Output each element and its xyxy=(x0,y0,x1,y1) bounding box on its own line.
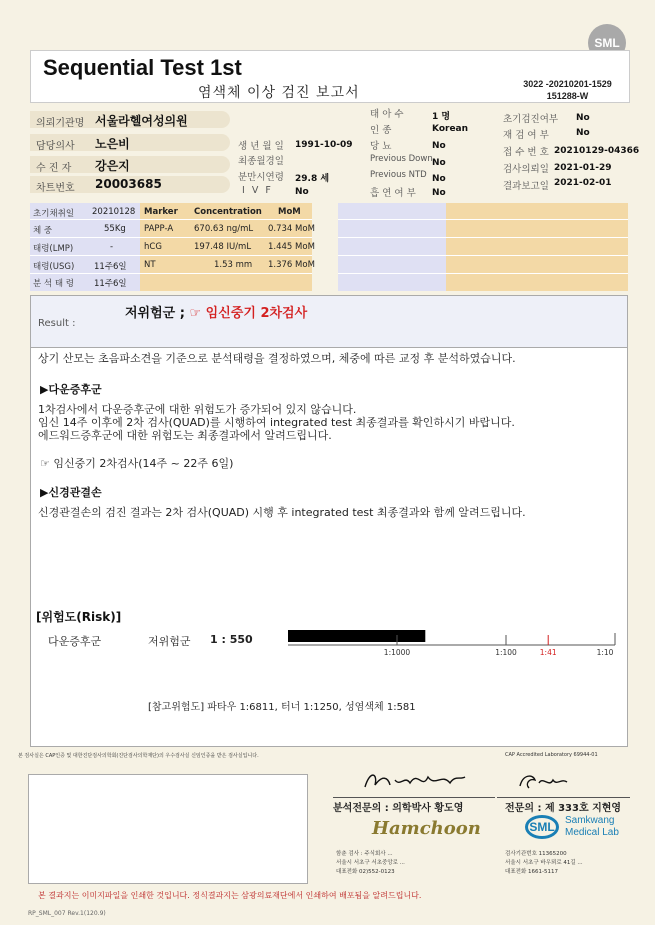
grid-line xyxy=(30,273,312,274)
prev-ntd-label: Previous NTD xyxy=(370,170,427,180)
recheck-label: 재 검 여 부 xyxy=(503,130,549,141)
down-line-1: 1차검사에서 다운증후군에 대한 위험도가 증가되어 있지 않습니다. xyxy=(38,403,357,416)
result-summary-black: 저위험군 ; xyxy=(125,306,185,321)
sml-name-1: Samkwang xyxy=(565,815,615,826)
risk-scale xyxy=(280,625,620,660)
marker-name: hCG xyxy=(144,242,162,252)
grid-line xyxy=(338,237,628,238)
examinee-value: 강은지 xyxy=(95,159,130,173)
risk-title: [위험도(Risk)] xyxy=(36,610,122,624)
grid-line xyxy=(30,237,312,238)
grid-line xyxy=(30,219,312,220)
analyst-name: 분석전문의 : 의학박사 황도영 xyxy=(333,803,464,814)
grid-line xyxy=(338,219,628,220)
smoking-value: No xyxy=(432,188,446,198)
analysis-ga-label: 분 석 태 령 xyxy=(33,279,74,289)
hamchoon-info-line: 대표전화 02)552-0123 xyxy=(336,869,395,875)
ntd-heading: ▶신경관결손 xyxy=(40,486,102,499)
sml-info-line: 검사기관번호 11365200 xyxy=(505,851,567,857)
specialist-signature xyxy=(515,768,575,793)
grid-line xyxy=(338,273,628,274)
document-number xyxy=(510,78,625,102)
result-summary xyxy=(125,302,307,321)
age-label: 분만시연령 xyxy=(238,172,284,183)
mom-header: MoM xyxy=(278,207,301,217)
sml-logo: SML xyxy=(588,24,626,62)
next-test-text: ☞ 임신중기 2차검사(14주 ~ 22주 6일) xyxy=(40,457,234,470)
ga-usg-label: 태령(USG) xyxy=(33,262,75,272)
form-number: RP_SML_007 Rev.1(120.9) xyxy=(28,910,106,917)
institution-value: 서울라헬여성의원 xyxy=(95,114,188,128)
marker-header: Marker xyxy=(144,207,178,217)
doc-no-line2: 151288-W xyxy=(546,91,589,101)
risk-bar xyxy=(288,630,425,642)
ga-lmp-label: 태령(LMP) xyxy=(33,244,74,254)
ivf-label: I V F xyxy=(242,185,273,196)
sml-lab-logo: SML xyxy=(525,815,559,839)
fetus-label: 태 아 수 xyxy=(370,109,404,120)
prev-down-value: No xyxy=(432,158,446,168)
first-screen-value: No xyxy=(576,113,590,123)
first-date-value: 20210128 xyxy=(92,207,136,217)
birth-label: 생 년 월 일 xyxy=(238,141,284,152)
request-date-label: 검사의뢰일 xyxy=(503,164,549,175)
memo-box xyxy=(28,774,308,884)
weight-label: 체 중 xyxy=(33,226,53,236)
examinee-label: 수 진 자 xyxy=(36,163,72,174)
sml-lab-name xyxy=(565,815,619,839)
smoking-label: 흡 연 여 부 xyxy=(370,188,416,199)
doctor-value: 노은비 xyxy=(95,137,130,151)
sml-name-2: Medical Lab xyxy=(565,827,619,838)
marker-name: PAPP-A xyxy=(144,224,174,234)
hamchoon-info xyxy=(336,850,405,877)
down-syndrome-heading: ▶다운증후군 xyxy=(40,383,102,396)
report-date-label: 결과보고일 xyxy=(503,181,549,192)
chart-label: 차트번호 xyxy=(36,183,75,194)
extra-lavender-bg xyxy=(338,203,446,291)
ntd-text: 신경관결손의 검진 결과는 2차 검사(QUAD) 시행 후 integrated test 최종결과와 함께 알려드립니다. xyxy=(38,506,526,519)
recheck-value: No xyxy=(576,128,590,138)
first-date-label: 초기채취일 xyxy=(33,209,75,219)
cap-accredited: CAP Accredited Laboratory 69944-01 xyxy=(505,752,598,758)
reference-risk: [참고위험도] 파타우 1:6811, 터너 1:1250, 성염색체 1:581 xyxy=(148,702,416,713)
extra-beige-bg xyxy=(446,203,628,291)
birth-value: 1991-10-09 xyxy=(295,140,353,150)
doc-no-line1: 3022 -20210201-1529 xyxy=(523,79,612,89)
diabetes-value: No xyxy=(432,141,446,151)
prev-ntd-value: No xyxy=(432,174,446,184)
analysis-ga-value: 11주6일 xyxy=(94,279,127,289)
fetus-value: 1 명 xyxy=(432,112,451,122)
sml-info xyxy=(505,850,583,877)
receipt-value: 20210129-04366 xyxy=(554,146,640,156)
chart-value: 20003685 xyxy=(95,177,162,191)
doctor-label: 담당의사 xyxy=(36,141,75,152)
ga-lmp-value: - xyxy=(110,242,114,252)
specialist-name: 전문의 : 제 333호 지현영 xyxy=(505,803,622,814)
grid-line xyxy=(30,255,312,256)
ivf-value: No xyxy=(295,187,309,197)
receipt-label: 접 수 번 호 xyxy=(503,147,549,158)
risk-group: 저위험군 xyxy=(148,635,191,648)
marker-conc: 670.63 ng/mL xyxy=(194,224,254,234)
race-label: 인 종 xyxy=(370,125,392,136)
marker-mom: 0.734 MoM xyxy=(268,224,315,234)
risk-ratio: 1 : 550 xyxy=(210,633,253,646)
marker-conc: 197.48 IU/mL xyxy=(194,242,252,252)
report-title: Sequential Test 1st xyxy=(43,55,242,80)
risk-tick-label: 1:41 xyxy=(539,648,557,657)
analyst-signature xyxy=(360,765,470,795)
result-label: Result : xyxy=(38,318,76,329)
sml-info-line: 서울시 서초구 바우뫼로 41길 ... xyxy=(505,860,583,866)
marker-mom: 1.376 MoM xyxy=(268,260,315,270)
risk-condition: 다운증후군 xyxy=(48,635,102,648)
report-subtitle: 염색체 이상 검진 보고서 xyxy=(198,85,360,101)
result-header xyxy=(30,295,628,348)
ga-usg-value: 11주6일 xyxy=(94,262,127,272)
institution-label: 의뢰기관명 xyxy=(36,118,85,129)
sml-info-line: 대표전화 1661-5117 xyxy=(505,869,558,875)
risk-tick-label: 1:1000 xyxy=(383,648,411,657)
marker-mom: 1.445 MoM xyxy=(268,242,315,252)
hamchoon-logo: Hamchoon xyxy=(372,818,481,839)
prev-down-label: Previous Down xyxy=(370,154,433,164)
report-date-value: 2021-02-01 xyxy=(554,178,612,188)
analyst-divider xyxy=(333,797,495,798)
lmp-label: 최종월경일 xyxy=(238,156,284,167)
age-value: 29.8 세 xyxy=(295,174,330,184)
grid-line xyxy=(338,255,628,256)
marker-name: NT xyxy=(144,260,156,270)
intro-text: 상기 산모는 초음파소견을 기준으로 분석태령을 결정하였으며, 체중에 따른 교정 후 분석하였습니다. xyxy=(38,352,516,365)
marker-conc: 1.53 mm xyxy=(214,260,253,270)
down-line-3: 에드워드증후군에 대한 위험도는 최종결과에서 알려드립니다. xyxy=(38,429,332,442)
hamchoon-info-line: 함춘 검사 : 주식회사 ... xyxy=(336,851,393,857)
weight-value: 55Kg xyxy=(104,224,126,234)
result-summary-red: ☞ 임신중기 2차검사 xyxy=(189,306,308,321)
request-date-value: 2021-01-29 xyxy=(554,163,612,173)
race-value: Korean xyxy=(432,124,469,134)
risk-tick-label: 1:10 xyxy=(596,648,614,657)
hamchoon-info-line: 서울시 서초구 서초중앙로 ... xyxy=(336,860,405,866)
diabetes-label: 당 뇨 xyxy=(370,141,392,152)
cap-certification: 본 검사실은 CAP인증 및 대한진단검사의학회(진단검사의학재단)의 우수검사실 신임인증을 받은 검사실입니다. xyxy=(18,753,259,759)
concentration-header: Concentration xyxy=(194,207,262,217)
specialist-divider xyxy=(497,797,630,798)
risk-tick-label: 1:100 xyxy=(495,648,517,657)
down-line-2: 임신 14주 이후에 2차 검사(QUAD)를 시행하여 integrated test 최종결과를 확인하시기 바랍니다. xyxy=(38,416,515,429)
footer-note: 본 결과지는 이미지파일을 인쇄한 것입니다. 정식결과지는 삼광의료재단에서 인쇄하여 배포됨을 알려드립니다. xyxy=(38,891,422,900)
first-screen-label: 초기검진여부 xyxy=(503,114,559,125)
